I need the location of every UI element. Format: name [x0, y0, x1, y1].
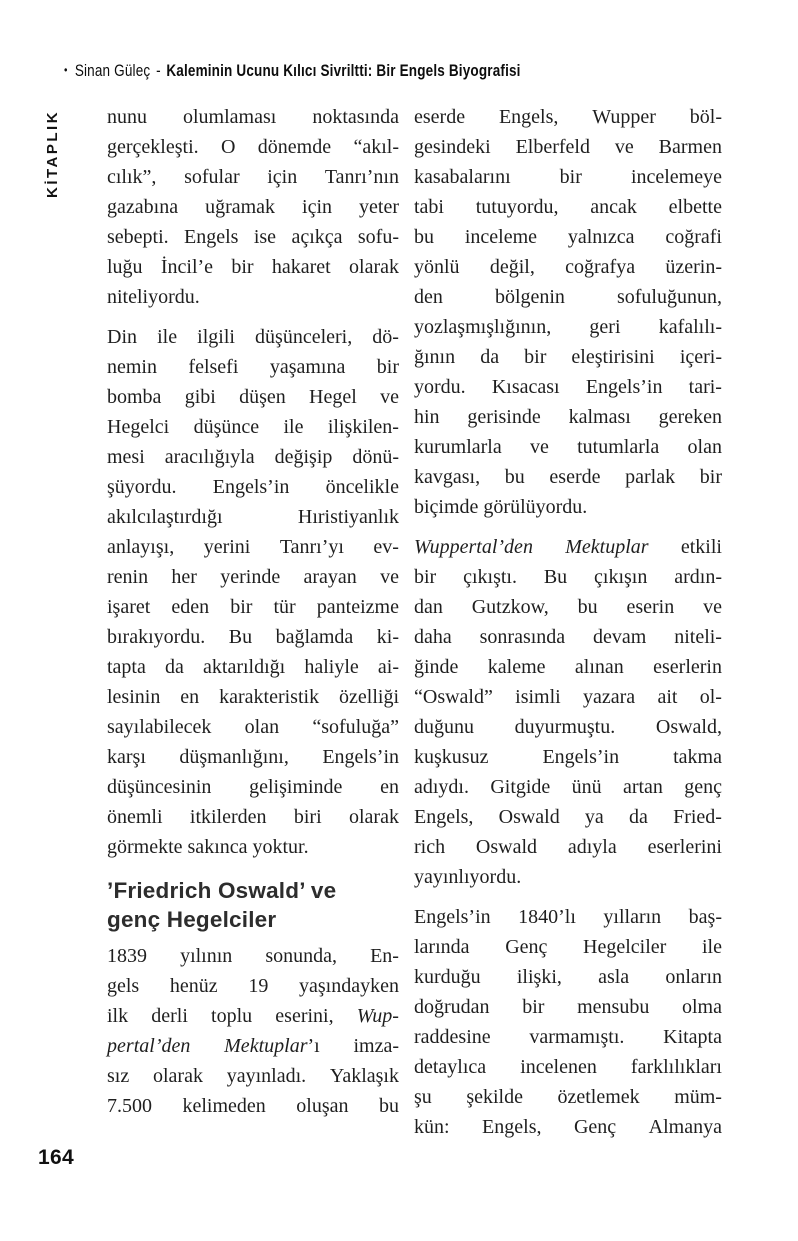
text-line: cılık”, sofular için Tanrı’nın: [107, 166, 399, 188]
text-line: niteliyordu.: [107, 286, 200, 308]
text-line: nemin felsefi yaşamına bir: [107, 356, 399, 378]
text-line: 7.500 kelimeden oluşan bu: [107, 1095, 399, 1117]
text-line: ğinde kaleme alınan eserlerin: [414, 656, 722, 678]
text-line: adıydı. Gitgide ünü artan genç: [414, 776, 722, 798]
text-line: nunu olumlaması noktasında: [107, 106, 399, 128]
text-line: “Oswald” isimli yazara ait ol-: [414, 686, 722, 708]
text-line: Wuppertal’den Mektuplar etkili: [414, 536, 722, 558]
text-line: görmekte sakınca yoktur.: [107, 836, 309, 858]
text-line: yayınlıyordu.: [414, 866, 522, 888]
text-line: sebepti. Engels ise açıkça sofu-: [107, 226, 399, 248]
text-line: gels henüz 19 yaşındayken: [107, 975, 399, 997]
text-line: şu şekilde özetlemek müm-: [414, 1086, 722, 1108]
paragraph: [107, 941, 399, 1121]
text-column-right: [414, 102, 722, 1152]
text-line: Din ile ilgili düşünceleri, dö-: [107, 326, 399, 348]
text-line: Hegelci düşünce ile ilişkilen-: [107, 416, 399, 438]
text-line: tapta da aktarıldığı haliyle ai-: [107, 656, 399, 678]
text-line: dan Gutzkow, bu eserin ve: [414, 596, 722, 618]
text-line: doğrudan bir mensubu olma: [414, 996, 722, 1018]
text-line: bırakıyordu. Bu bağlamda ki-: [107, 626, 399, 648]
text-line: raddesine varmamıştı. Kitapta: [414, 1026, 722, 1048]
text-line: gerçekleşti. O dönemde “akıl-: [107, 136, 399, 158]
text-line: kuşkusuz Engels’in takma: [414, 746, 722, 768]
text-line: daha sonrasında devam niteli-: [414, 626, 722, 648]
text-line: duğunu duyurmuştu. Oswald,: [414, 716, 722, 738]
text-line: bir çıkıştı. Bu çıkışın ardın-: [414, 566, 722, 588]
text-line: renin her yerinde arayan ve: [107, 566, 399, 588]
paragraph: [107, 102, 399, 312]
bullet-icon: •: [64, 63, 68, 77]
text-line: rich Oswald adıyla eserlerini: [414, 836, 722, 858]
text-line: ğının da bir eleştirisini içeri-: [414, 346, 722, 368]
text-line: karşı düşmanlığını, Engels’in: [107, 746, 399, 768]
text-line: genç Hegelciler: [107, 907, 277, 932]
running-header: [64, 62, 621, 81]
header-author: Sinan Güleç: [74, 62, 151, 80]
text-line: kavgası, bu eserde parlak bir: [414, 466, 722, 488]
page-number: 164: [38, 1146, 74, 1169]
header-title: Kaleminin Ucunu Kılıcı Sivriltti: Bir Engels Biyografisi: [166, 62, 521, 80]
running-header-text: [64, 62, 521, 81]
text-line: sız olarak yayınladı. Yaklaşık: [107, 1065, 399, 1087]
text-line: sayılabilecek olan “sofuluğa”: [107, 716, 399, 738]
text-line: pertal’den Mektuplar’ı imza-: [107, 1035, 399, 1057]
header-separator: -: [156, 62, 161, 80]
text-line: Engels’in 1840’lı yılların baş-: [414, 906, 722, 928]
text-line: hin gerisinde kalması gereken: [414, 406, 722, 428]
text-line: kün: Engels, Genç Almanya: [414, 1116, 722, 1138]
text-line: önemli itkilerden biri olarak: [107, 806, 399, 828]
text-line: şüyordu. Engels’in öncelikle: [107, 476, 399, 498]
text-line: işaret eden bir tür panteizme: [107, 596, 399, 618]
text-line: gazabına uğramak için yeter: [107, 196, 399, 218]
text-line: bomba gibi düşen Hegel ve: [107, 386, 399, 408]
text-line: mesi aracılığıyla değişip dönü-: [107, 446, 399, 468]
text-column-left: [107, 102, 399, 1131]
text-line: akılcılaştırdığı Hıristiyanlık: [107, 506, 399, 528]
text-line: Engels, Oswald ya da Fried-: [414, 806, 722, 828]
text-line: 1839 yılının sonunda, En-: [107, 945, 399, 967]
paragraph: [414, 902, 722, 1142]
text-line: anlayışı, yerini Tanrı’yı ev-: [107, 536, 399, 558]
paragraph: [107, 322, 399, 862]
text-line: düşüncesinin gelişiminde en: [107, 776, 399, 798]
text-line: kurumlarla ve tutumlarla olan: [414, 436, 722, 458]
text-line: yordu. Kısacası Engels’in tari-: [414, 376, 722, 398]
text-line: biçimde görülüyordu.: [414, 496, 588, 518]
text-line: eserde Engels, Wupper böl-: [414, 106, 722, 128]
text-line: gesindeki Elberfeld ve Barmen: [414, 136, 722, 158]
text-line: ilk derli toplu eserini, Wup-: [107, 1005, 399, 1027]
text-line: ’Friedrich Oswald’ ve: [107, 878, 337, 903]
section-heading: [107, 876, 399, 934]
text-line: detaylıca incelenen farklılıkları: [414, 1056, 722, 1078]
text-line: luğu İncil’e bir hakaret olarak: [107, 256, 399, 278]
paragraph: [414, 102, 722, 522]
text-line: kasabalarını bir incelemeye: [414, 166, 722, 188]
text-line: yozlaşmışlığının, geri kafalılı-: [414, 316, 722, 338]
text-line: tabi tutuyordu, ancak elbette: [414, 196, 722, 218]
paragraph: [414, 532, 722, 892]
text-line: den bölgenin sofuluğunun,: [414, 286, 722, 308]
text-line: larında Genç Hegelciler ile: [414, 936, 722, 958]
text-line: yönlü değil, coğrafya üzerin-: [414, 256, 722, 278]
text-line: kurduğu ilişki, asla onların: [414, 966, 722, 988]
section-label-kitaplik: KİTAPLIK: [44, 109, 61, 198]
text-line: lesinin en karakteristik özelliği: [107, 686, 399, 708]
text-line: bu inceleme yalnızca coğrafi: [414, 226, 722, 248]
